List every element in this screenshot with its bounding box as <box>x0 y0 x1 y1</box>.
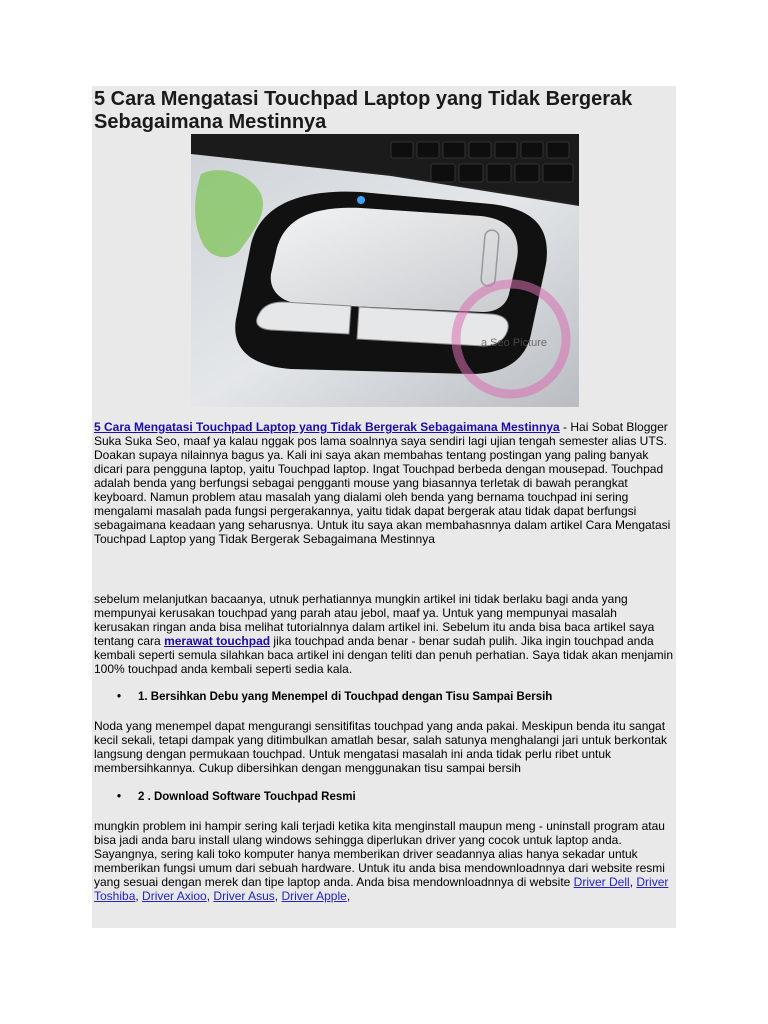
step-2-title: 2 . Download Software Touchpad Resmi <box>138 791 356 803</box>
step-2-paragraph <box>92 819 676 903</box>
driver-toshiba-link[interactable]: Driver Toshiba <box>94 875 669 903</box>
step-1-title: 1. Bersihkan Debu yang Menempel di Touchpad dengan Tisu Sampai Bersih <box>138 691 553 703</box>
separator: , <box>206 889 214 903</box>
driver-asus-link[interactable]: Driver Asus <box>213 889 275 903</box>
step-2-text: mungkin problem ini hampir sering kali terjadi ketika kita menginstall maupun meng - uninstall program atau bisa jadi anda baru install ulang windows sehingga diperlukan driver yang cocok untuk laptop anda. Sayangnya, sering kali toko komputer hanya memberikan driver seadannya alias hanya sekadar untuk memberikan fungsi umum dari sebuah hardware. Untuk itu anda bisa mendownloadnnya dari website resmi yang sesuai dengan merek dan tipe laptop anda. Anda bisa mendownloadnnya di website <box>94 819 665 889</box>
bullet-dot: • <box>117 691 122 703</box>
intro-paragraph <box>92 420 676 546</box>
touchpad-photo <box>191 134 579 407</box>
preface-text-before: sebelum melanjutkan bacaanya, utnuk perhatiannya mungkin artikel ini tidak berlaku bagi anda yang mempunyai kerusakan touchpad yang parah atau jebol, maaf ya. Untuk yang mempunyai masalah kerusakan ringan anda bisa melihat tutorialnnya dalam artikel ini. Sebelum itu anda bisa baca artikel saya tentang cara <box>94 592 655 648</box>
watermark-text: a Seo Picture <box>481 337 548 349</box>
article-page <box>92 86 676 928</box>
merawat-touchpad-link[interactable]: merawat touchpad <box>164 634 271 648</box>
separator: , <box>629 875 637 889</box>
intro-title-link[interactable]: 5 Cara Mengatasi Touchpad Laptop yang Tidak Bergerak Sebagaimana Mestinnya <box>94 420 560 434</box>
driver-apple-link[interactable]: Driver Apple <box>281 889 347 903</box>
separator: , <box>274 889 282 903</box>
trailing-comma: , <box>346 889 351 903</box>
article-title: 5 Cara Mengatasi Touchpad Laptop yang Tidak Bergerak Sebagaimana Mestinnya <box>94 88 633 133</box>
step-2-heading <box>92 790 676 804</box>
separator: , <box>135 889 143 903</box>
intro-text: - Hai Sobat Blogger Suka Suka Seo, maaf ya kalau nggak pos lama soalnnya saya sendiri lagi ujian tengah semester alias UTS. Doakan supaya nilainnya bagus ya. Kali ini saya akan membahas tentang postingan yang paling banyak dicari para pengguna laptop, yaitu Touchpad laptop. Ingat Touchpad berbeda dengan mousepad. Touchpad adalah benda yang berfungsi sebagai pengganti mouse yang biasannya terletak di bawah perangkat keyboard. Namun problem atau masalah yang dialami oleh benda yang bernama touchpad ini sering mengalami masalah pada fungsi pergerakannya, yaitu tidak dapat bergerak atau tidak dapat berfungsi sebagaimana keadaan yang seharusnya. Untuk itu saya akan membahasnnya dalam artikel Cara Mengatasi Touchpad Laptop yang Tidak Bergerak Sebagaimana Mestinnya <box>94 420 671 546</box>
step-1-paragraph: Noda yang menempel dapat mengurangi sensitifitas touchpad yang anda pakai. Meskipun benda itu sangat kecil sekali, tetapi dampak yang ditimbulkan amatlah besar, salah satunya menghalangi jari untuk berkontak langsung dengan permukaan touchpad. Untuk mengatasi masalah ini anda tidak perlu ribet untuk membersihkannya. Cukup dibersihkan dengan menggunakan tisu sampai bersih <box>94 719 667 775</box>
driver-axioo-link[interactable]: Driver Axioo <box>142 889 207 903</box>
bullet-dot: • <box>117 791 122 803</box>
driver-dell-link[interactable]: Driver Dell <box>573 875 630 889</box>
step-1-heading <box>92 690 676 704</box>
preface-text-after: jika touchpad anda benar - benar sudah pulih. Jika ingin touchpad anda kembali seperti semula silahkan baca artikel ini dengan teliti dan penuh perhatian. Saya tidak akan menjamin 100% touchpad anda kembali seperti sedia kala. <box>94 634 674 676</box>
preface-paragraph <box>92 592 676 676</box>
touchpad-illustration <box>191 134 579 407</box>
